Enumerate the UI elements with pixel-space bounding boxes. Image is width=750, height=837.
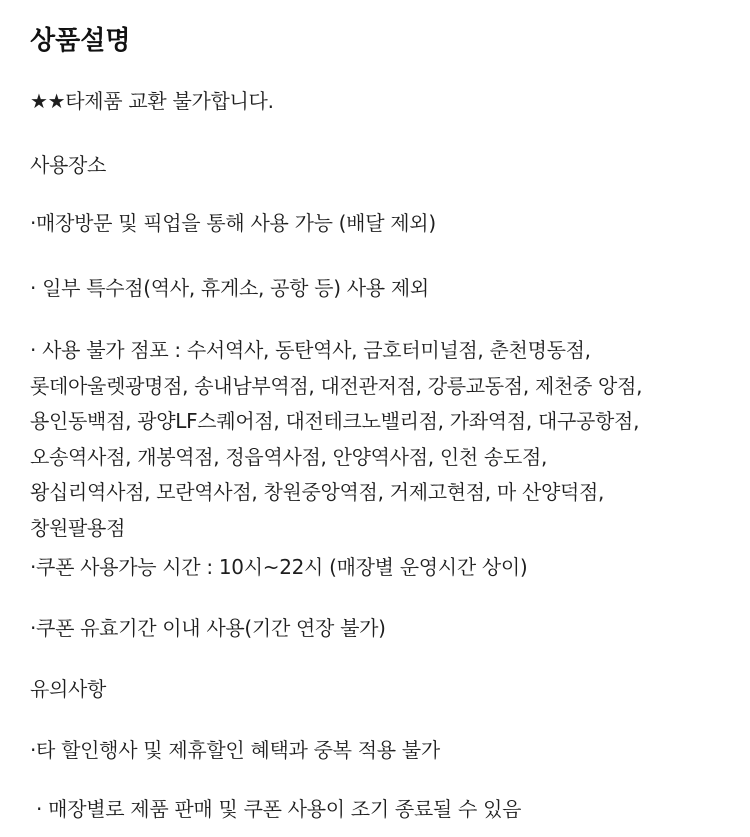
unavailable-stores-list	[30, 333, 730, 546]
special-stores-note: · 일부 특수점(역사, 휴게소, 공항 등) 사용 제외	[30, 276, 429, 300]
unavailable-stores-line: 용인동백점, 광양LF스퀘어점, 대전테크노밸리점, 가좌역점, 대구공항점,	[30, 409, 640, 433]
cautions-heading: 유의사항	[30, 677, 107, 701]
unavailable-stores-line: 창원팔용점	[30, 515, 126, 540]
early-end-note: · 매장별로 제품 판매 및 쿠폰 사용이 조기 종료될 수 있음	[30, 797, 522, 821]
unavailable-stores-line: 롯데아울렛광명점, 송내남부역점, 대전관저점, 강릉교동점, 제천중 앙점,	[30, 373, 643, 398]
unavailable-stores-line: 왕십리역사점, 모란역사점, 창원중앙역점, 거제고현점, 마 산양덕점,	[30, 480, 605, 504]
unavailable-stores-line: · 사용 불가 점포 : 수서역사, 동탄역사, 금호터미널점, 춘천명동점,	[30, 338, 591, 362]
unavailable-stores-line: 오송역사점, 개봉역점, 정읍역사점, 안양역사점, 인천 송도점,	[30, 444, 548, 469]
coupon-hours-note: ·쿠폰 사용가능 시간 : 10시~22시 (매장별 운영시간 상이)	[30, 555, 528, 579]
usage-place-heading: 사용장소	[30, 153, 107, 177]
exchange-notice: ★★타제품 교환 불가합니다.	[30, 89, 274, 113]
page-title: 상품설명	[30, 26, 131, 56]
visit-pickup-note: ·매장방문 및 픽업을 통해 사용 가능 (배달 제외)	[30, 211, 436, 235]
no-combine-note: ·타 할인행사 및 제휴할인 혜택과 중복 적용 불가	[30, 738, 440, 762]
coupon-validity-note: ·쿠폰 유효기간 이내 사용(기간 연장 불가)	[30, 616, 386, 640]
